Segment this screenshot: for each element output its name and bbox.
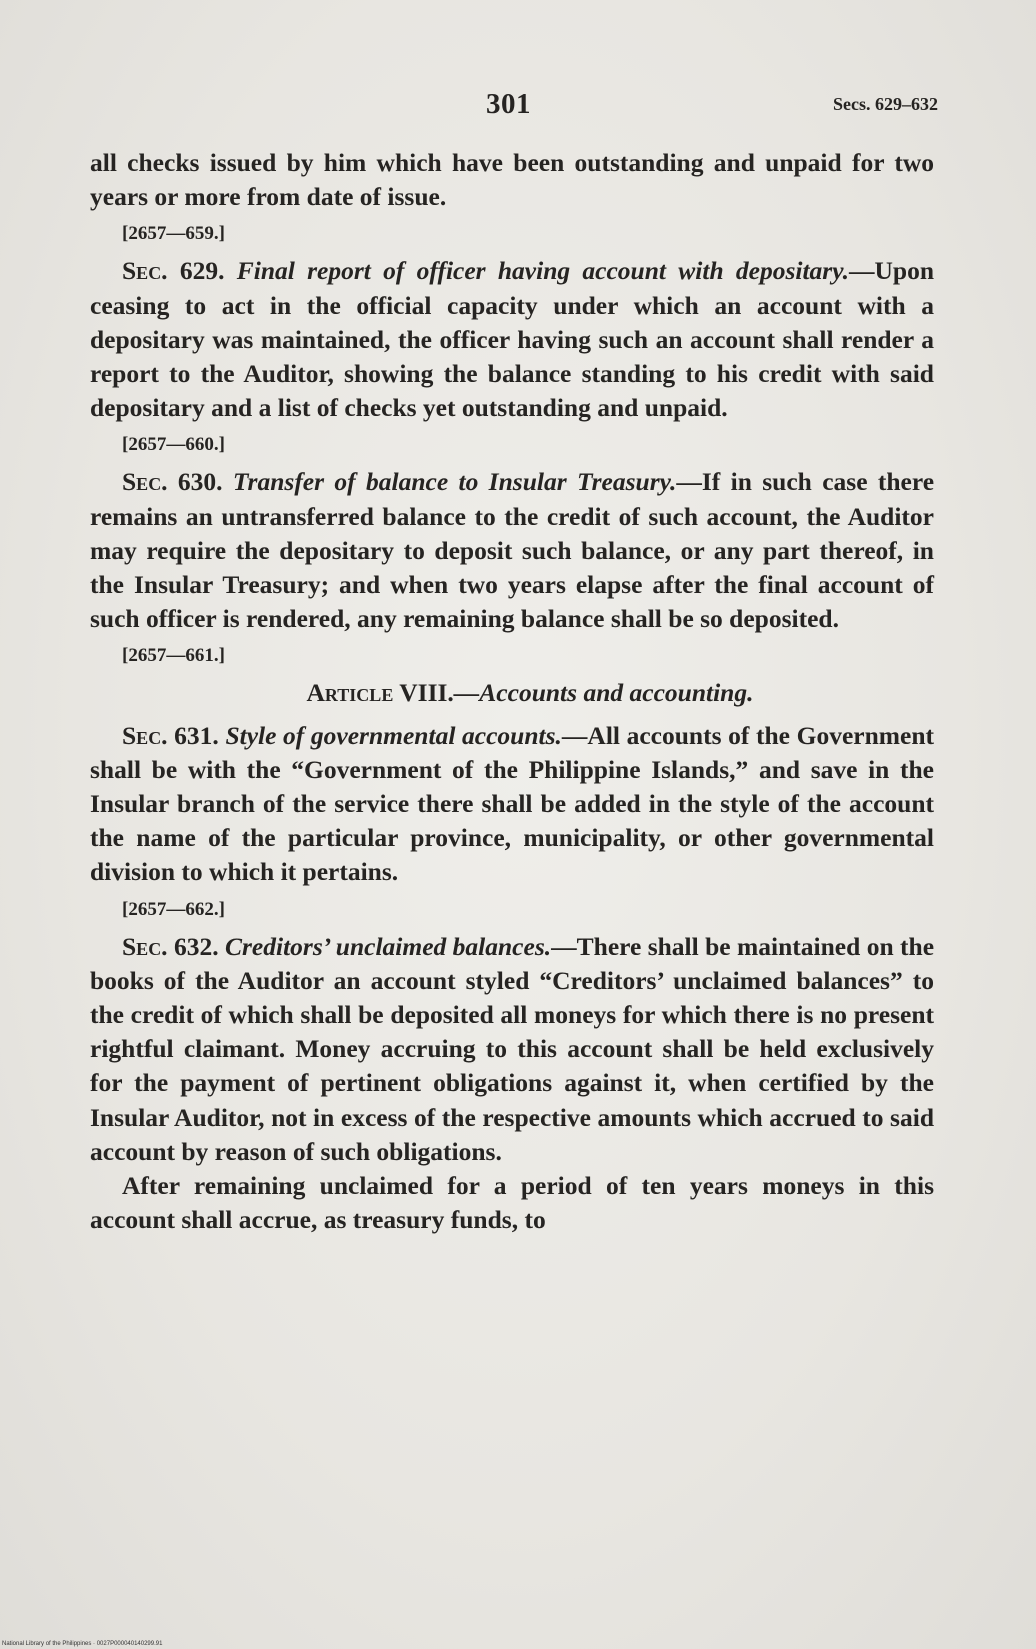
article-title: —Accounts and accounting. — [453, 678, 754, 708]
section-label: Sec. 629. — [122, 256, 225, 286]
citation-630: [2657—660.] — [122, 434, 225, 456]
article-label: Article VIII. — [306, 678, 454, 708]
paragraph-text: all checks issued by him which have been outstanding and unpaid for two years or more from date of issue. — [90, 148, 934, 212]
section-text: —There shall be maintained on the books of the Auditor an account styled “Creditors’ unclaimed balances” to the credit of which shall be deposited all moneys for which there is no present rightful claimant. Money accruing to this account shall be held exclusively for the payment of pertinent obligations against it, when certified by the Insular Auditor, not in excess of the respective amounts which accrued to said account by reason of such obligations. — [90, 931, 935, 1166]
sections-reference: Secs. 629–632 — [833, 94, 938, 114]
section-text: —All accounts of the Government shall be with the “Government of the Philippine Islands,” and save in the Insular branch of the service there shall be added in the style of the account the name of the particular province, municipality, or other governmental division to which it pertains. — [90, 720, 935, 887]
section-label: Sec. 630. — [122, 467, 223, 497]
section-629 — [90, 254, 934, 425]
section-text: —If in such case there remains an untransferred balance to the credit of such account, the Auditor may require the depositary to deposit such balance, or any part thereof, in the Insular Treasury; and when two years elapse after the final account of such officer is rendered, any remaining balance shall be so deposited. — [90, 467, 935, 634]
section-label: Sec. 631. — [122, 720, 219, 750]
section-632 — [90, 930, 934, 1169]
paragraph-text: After remaining unclaimed for a period of ten years moneys in this account shall accrue, as treasury funds, to — [90, 1171, 934, 1235]
paragraph-final — [90, 1169, 934, 1237]
section-catchline: Transfer of balance to Insular Treasury. — [232, 467, 677, 497]
section-label: Sec. 632. — [122, 931, 219, 961]
section-text: —Upon ceasing to act in the official capacity under which an account with a depositary was maintained, the officer having such an account shall render a report to the Auditor, showing the balance standing to his credit with said depositary and a list of checks yet outstanding and unpaid. — [90, 256, 935, 423]
article-heading — [90, 676, 934, 710]
paragraph-continuation — [90, 146, 934, 214]
section-catchline: Creditors’ unclaimed balances. — [225, 931, 552, 961]
section-catchline: Final report of officer having account with depositary. — [236, 256, 849, 286]
running-head — [90, 88, 938, 128]
citation-629: [2657—659.] — [122, 223, 225, 245]
body-text — [90, 146, 934, 1237]
citation-631: [2657—661.] — [122, 645, 225, 667]
section-631 — [90, 719, 934, 890]
citation-632: [2657—662.] — [122, 898, 225, 920]
section-630 — [90, 465, 934, 636]
scan-credit: National Library of the Philippines · 0027P000040140299.91 — [2, 1641, 163, 1647]
section-catchline: Style of governmental accounts. — [225, 720, 562, 750]
page-number: 301 — [486, 88, 531, 120]
